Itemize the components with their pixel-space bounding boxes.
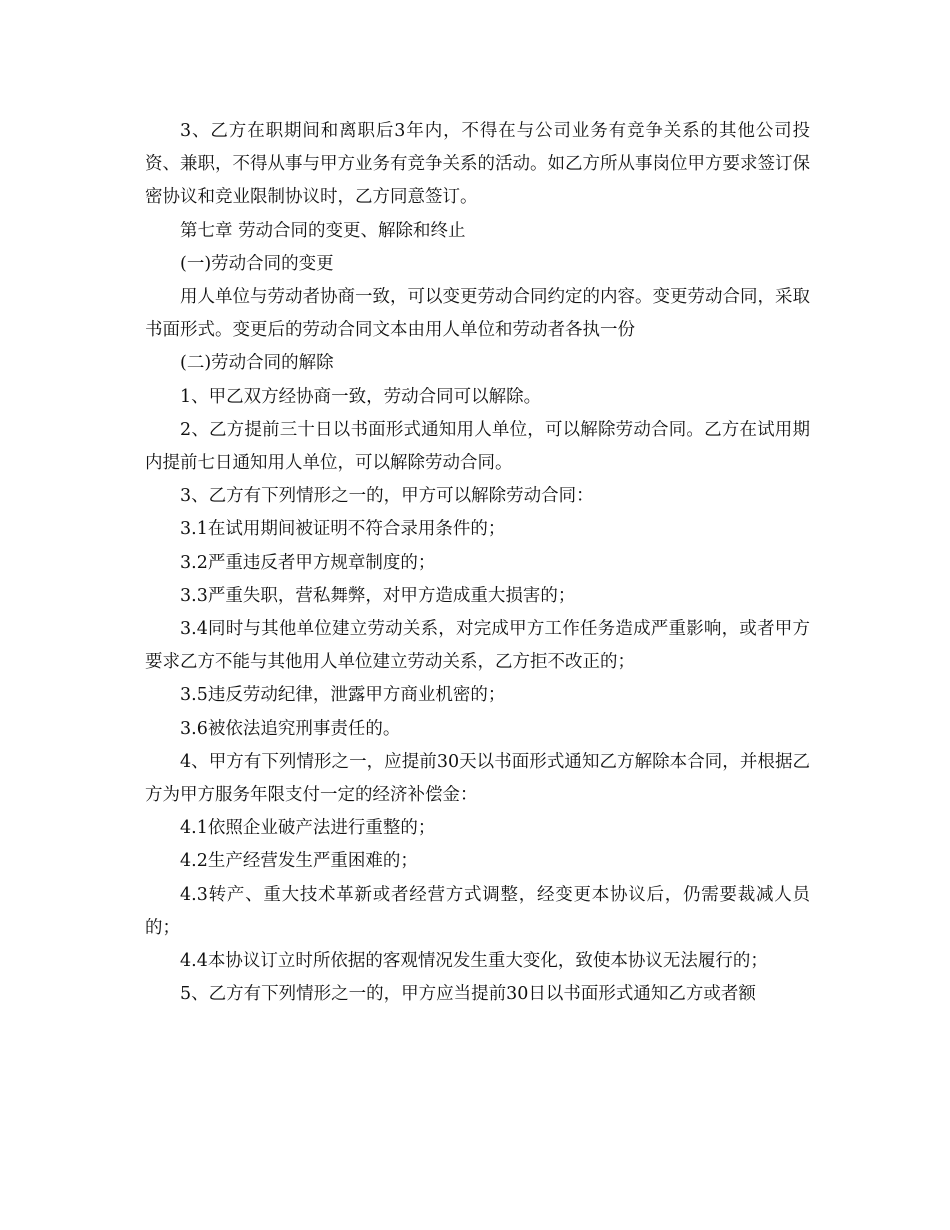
paragraph-change: 用人单位与劳动者协商一致，可以变更劳动合同约定的内容。变更劳动合同，采取书面形式。变更后的劳动合同文本由用人单位和劳动者各执一份 [145, 287, 810, 341]
clause-1: 1、甲乙双方经协商一致，劳动合同可以解除。 [180, 386, 542, 407]
clause-3-6: 3.6被依法追究刑事责任的。 [180, 718, 401, 739]
clause-4-2: 4.2生产经营发生严重困难的； [180, 851, 418, 872]
clause-5: 5、乙方有下列情形之一的，甲方应当提前30日以书面形式通知乙方或者额 [180, 984, 756, 1005]
section-heading-change: (一)劳动合同的变更 [180, 253, 334, 274]
clause-4-3: 4.3转产、重大技术革新或者经营方式调整，经变更本协议后，仍需要裁减人员的； [145, 884, 810, 938]
clause-3-1: 3.1在试用期间被证明不符合录用条件的； [180, 519, 506, 540]
clause-2: 2、乙方提前三十日以书面形式通知用人单位，可以解除劳动合同。乙方在试用期内提前七日通知用人单位，可以解除劳动合同。 [145, 419, 810, 474]
clause-3-5: 3.5违反劳动纪律，泄露甲方商业机密的； [180, 685, 506, 706]
clause-3: 3、乙方有下列情形之一的，甲方可以解除劳动合同： [180, 486, 594, 507]
section-heading-termination: (二)劳动合同的解除 [180, 353, 334, 374]
paragraph-non-compete: 3、乙方在职期间和离职后3年内，不得在与公司业务有竞争关系的其他公司投资、兼职，不得从事与甲方业务有竞争关系的活动。如乙方所从事岗位甲方要求签订保密协议和竞业限制协议时，乙方同意签订。 [145, 121, 810, 208]
clause-4-1: 4.1依照企业破产法进行重整的； [180, 818, 436, 839]
clause-4: 4、甲方有下列情形之一，应提前30天以书面形式通知乙方解除本合同，并根据乙方为甲方服务年限支付一定的经济补偿金： [145, 751, 810, 806]
chapter-heading: 第七章 劳动合同的变更、解除和终止 [180, 220, 466, 241]
clause-4-4: 4.4本协议订立时所依据的客观情况发生重大变化，致使本协议无法履行的； [180, 951, 768, 972]
document-body [145, 115, 810, 1011]
clause-3-4: 3.4同时与其他单位建立劳动关系，对完成甲方工作任务造成严重影响，或者甲方要求乙方不能与其他用人单位建立劳动关系，乙方拒不改正的； [145, 619, 810, 673]
clause-3-3: 3.3严重失职，营私舞弊，对甲方造成重大损害的； [180, 585, 576, 606]
clause-3-2: 3.2严重违反者甲方规章制度的； [180, 552, 436, 573]
